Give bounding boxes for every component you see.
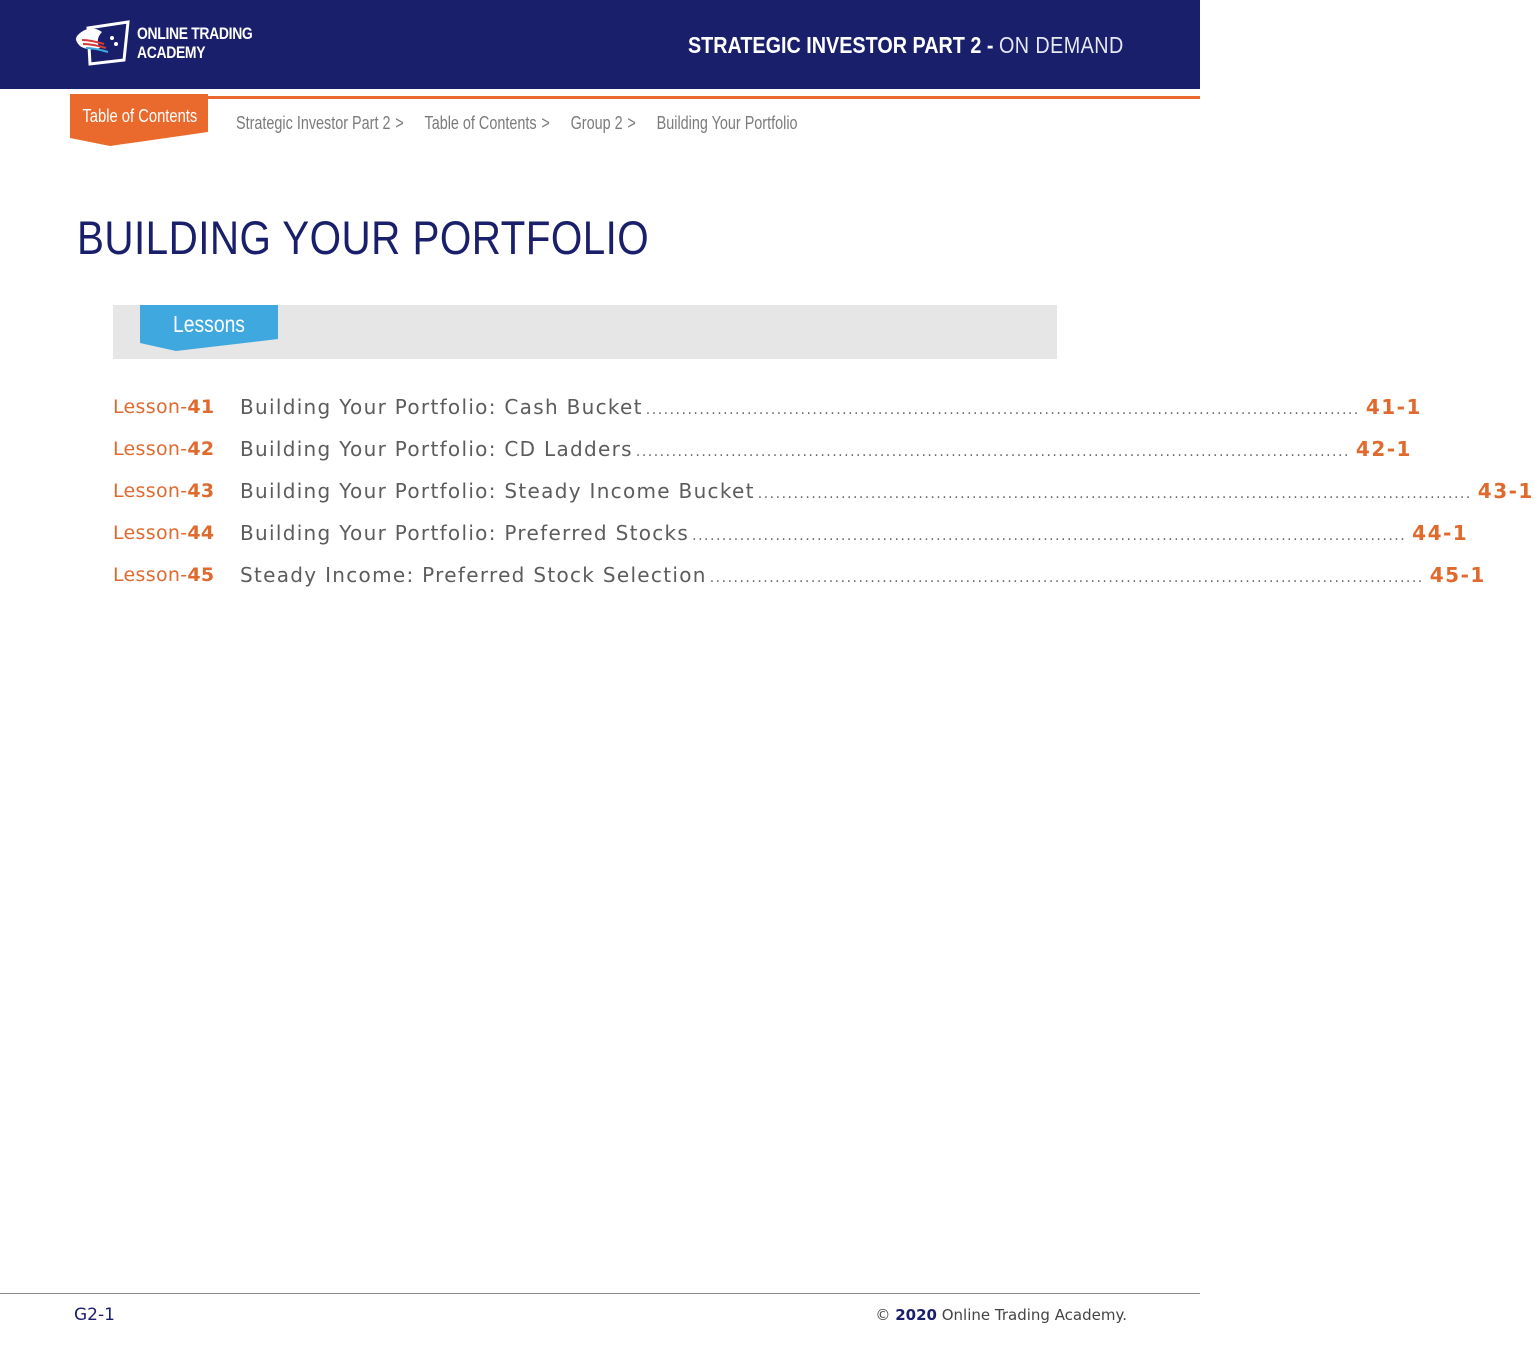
lesson-number: 43	[187, 480, 215, 502]
lesson-title: Building Your Portfolio: Steady Income Bucket	[240, 479, 755, 503]
lesson-page-number: 43-1	[1477, 479, 1534, 503]
header-bar	[0, 0, 1200, 89]
footer-page-number: G2-1	[74, 1305, 115, 1325]
breadcrumb-item-toc[interactable]: Table of Contents >	[424, 113, 550, 133]
lesson-number: 45	[187, 564, 215, 586]
table-of-contents-tab-label: Table of Contents	[82, 106, 198, 126]
lesson-list	[113, 386, 1534, 596]
lesson-label: Lesson-45	[113, 564, 215, 586]
dot-leader: ........................................................................................................................	[645, 402, 1360, 418]
copyright-company: Online Trading Academy.	[941, 1306, 1127, 1324]
lesson-title: Building Your Portfolio: Preferred Stocks	[240, 521, 690, 545]
course-title-suffix: ON DEMAND	[999, 32, 1124, 58]
breadcrumb-item-course[interactable]: Strategic Investor Part 2 >	[236, 113, 404, 133]
lessons-tab	[140, 305, 278, 351]
lesson-page-number: 42-1	[1355, 437, 1412, 461]
lessons-tab-label: Lessons	[173, 311, 245, 337]
footer-copyright	[875, 1306, 1127, 1324]
lesson-row-43[interactable]	[113, 470, 1534, 512]
logo-line-2: ACADEMY	[137, 43, 206, 62]
lesson-number: 41	[187, 396, 215, 418]
lesson-number: 42	[187, 438, 215, 460]
breadcrumb-item-current: Building Your Portfolio	[656, 113, 798, 133]
lesson-title: Building Your Portfolio: Cash Bucket	[240, 395, 643, 419]
lesson-title: Building Your Portfolio: CD Ladders	[240, 437, 633, 461]
copyright-symbol: ©	[875, 1306, 891, 1324]
course-title-main: STRATEGIC INVESTOR PART 2 -	[688, 32, 994, 58]
lesson-number: 44	[187, 522, 215, 544]
logo-text	[137, 24, 252, 62]
logo[interactable]	[74, 20, 253, 68]
lesson-page-number: 41-1	[1365, 395, 1422, 419]
copyright-year: 2020	[895, 1306, 937, 1324]
lesson-row-45[interactable]	[113, 554, 1486, 596]
lesson-row-42[interactable]	[113, 428, 1412, 470]
lesson-label: Lesson-42	[113, 438, 215, 460]
dot-leader: ........................................................................................................................	[757, 486, 1472, 502]
logo-icon	[74, 20, 132, 66]
lesson-label: Lesson-44	[113, 522, 215, 544]
table-of-contents-tab[interactable]	[70, 94, 208, 146]
lesson-label: Lesson-41	[113, 396, 215, 418]
lesson-page-number: 45-1	[1429, 563, 1486, 587]
course-title	[688, 32, 1124, 59]
lesson-row-41[interactable]	[113, 386, 1422, 428]
lesson-label: Lesson-43	[113, 480, 215, 502]
page-title: BUILDING YOUR PORTFOLIO	[77, 211, 650, 264]
dot-leader: ........................................................................................................................	[692, 528, 1407, 544]
lesson-row-44[interactable]	[113, 512, 1469, 554]
breadcrumb	[236, 113, 818, 137]
dot-leader: ........................................................................................................................	[709, 570, 1424, 586]
logo-line-1: ONLINE TRADING	[137, 24, 253, 43]
footer-divider	[0, 1293, 1200, 1294]
nav-divider	[70, 96, 1200, 99]
dot-leader: ........................................................................................................................	[635, 444, 1350, 460]
lesson-page-number: 44-1	[1412, 521, 1469, 545]
breadcrumb-item-group[interactable]: Group 2 >	[570, 113, 636, 133]
lesson-title: Steady Income: Preferred Stock Selection	[240, 563, 707, 587]
